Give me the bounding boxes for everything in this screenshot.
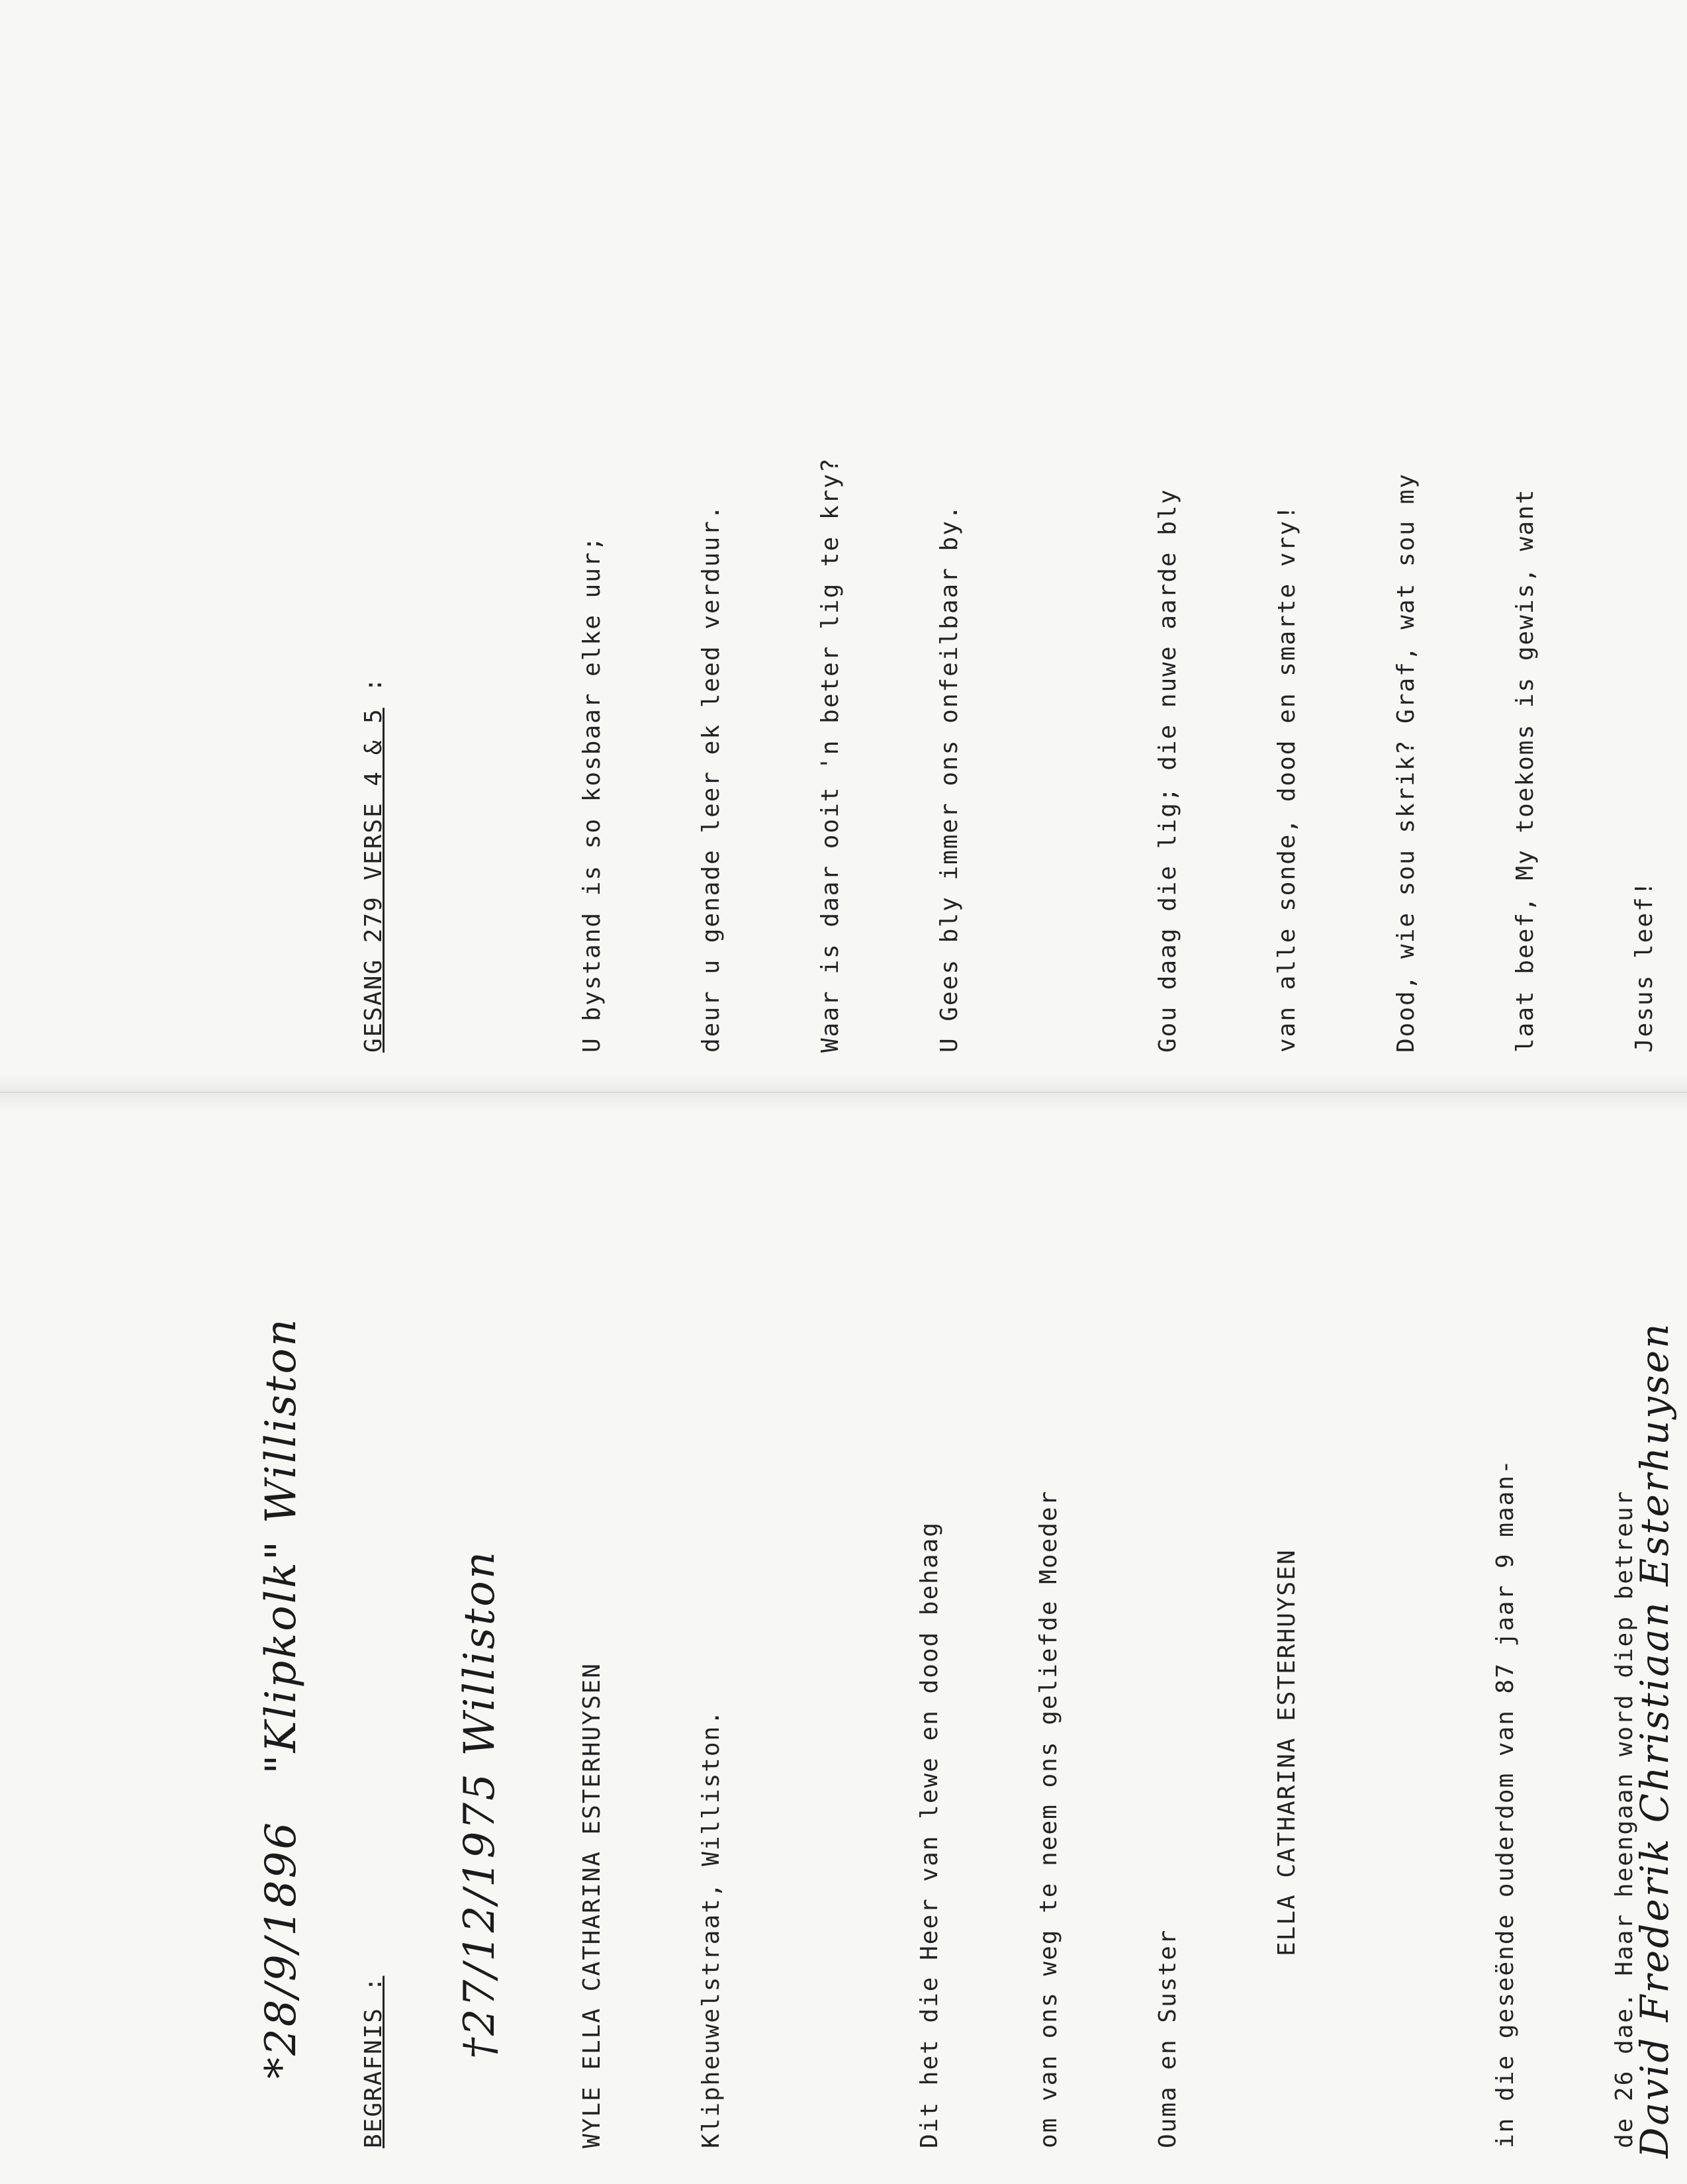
hymn-279-verse-4-line-3: Waar is daar ooit 'n beter lig te kry? <box>817 457 844 1053</box>
hymn-279-title: GESANG 279 VERSE 4 & 5 <box>360 708 387 1053</box>
announcement-line-2: om van ons weg te neem ons geliefde Moeder <box>1035 1490 1062 2148</box>
hymn-279-verse-4-line-1: U bystand is so kosbaar elke uur; <box>578 535 606 1053</box>
page-fold-line <box>0 1092 1687 1093</box>
age-line-1: in die geseënde ouderdom van 87 jaar 9 maan- <box>1492 1458 1519 2148</box>
handwritten-death-date: †27/12/1975 Williston <box>455 1549 504 2059</box>
announcement-line-1: Dit het die Heer van lewe en dood behaag <box>916 1521 943 2148</box>
announcement-line-3: Ouma en Suster <box>1154 1928 1181 2148</box>
age-line-2: de 26 dae. Haar heengaan word diep betreur <box>1611 1490 1638 2148</box>
hymn-279-verse-5-line-1: Gou daag die lig; die nuwe aarde bly <box>1154 488 1181 1053</box>
hymn-279-verse-4-line-4: U Gees bly immer ons onfeilbaar by. <box>936 504 963 1053</box>
hymn-panel: GESANG 279 VERSE 4 & 5 : U bystand is so kosbaar elke uur; deur u genade leer ek leed verduur. Waar is daar ooit 'n beter lig te kry? U Gees bly immer ons onfeilbaar by. Gou daag die lig; die nuwe aarde bly van alle sonde, dood en smarte vry! Dood, wie sou skrik? Graf, wat sou my laat beef, My toekoms is gewis, want Jesus leef! <box>275 457 1687 1053</box>
hymn-279-verse-4-line-2: deur u genade leer ek leed verduur. <box>698 504 725 1053</box>
handwritten-david-name: David Frederik Christiaan Esterhuysen <box>1632 1321 1677 2158</box>
address-line: Klipheuwelstraat, Williston. <box>698 1709 725 2148</box>
hymn-279-verse-5-line-4: laat beef, My toekoms is gewis, want <box>1512 488 1539 1053</box>
handwritten-birth-and-farm: *28/9/1896 "Klipkolk" Williston <box>257 1317 306 2079</box>
deceased-name-line: WYLE ELLA CATHARINA ESTERHUYSEN <box>578 1662 606 2148</box>
deceased-name-centered: ELLA CATHARINA ESTERHUYSEN <box>1273 1548 1300 1956</box>
begrafnis-heading: BEGRAFNIS : <box>360 1975 387 2148</box>
handwritten-david-block <box>1473 1321 1687 2158</box>
hymn-279-verse-5-line-2: van alle sonde, dood en smarte vry! <box>1273 504 1300 1053</box>
hymn-279-verse-5-line-3: Dood, wie sou skrik? Graf, wat sou my <box>1392 473 1420 1053</box>
hymn-279-verse-5-line-5: Jesus leef! <box>1631 880 1658 1053</box>
